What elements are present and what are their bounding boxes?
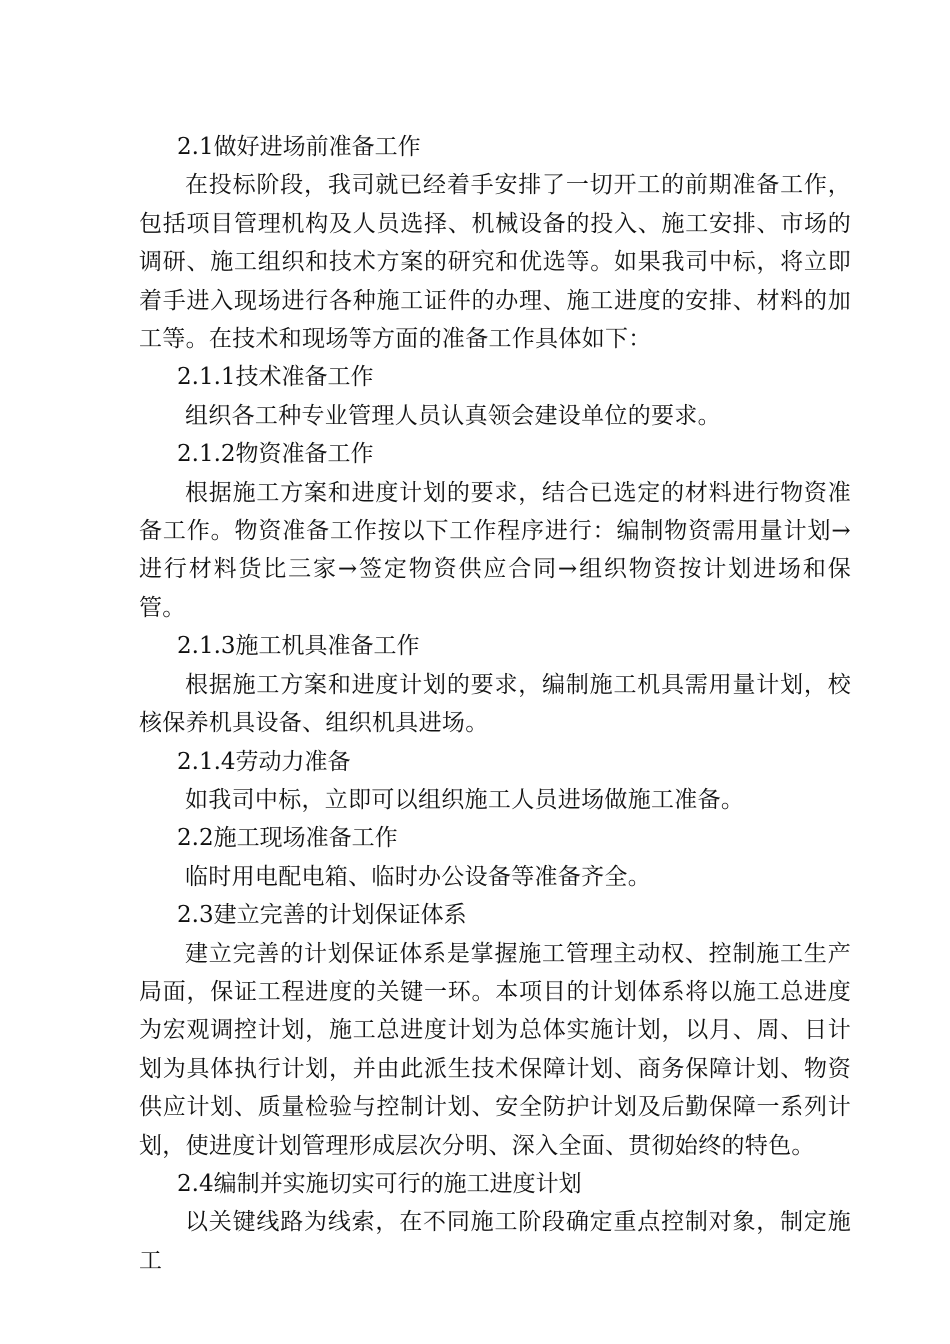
- paragraph-material-preparation: 根据施工方案和进度计划的要求，结合已选定的材料进行物资准备工作。物资准备工作按以下工作程序进行：编制物资需用量计划→进行材料货比三家→签定物资供应合同→组织物资按计划进场和保管。: [139, 479, 851, 621]
- section-heading-2-1-3: 2.1.3施工机具准备工作: [177, 633, 420, 660]
- paragraph-bidding-preparation: 在投标阶段，我司就已经着手安排了一切开工的前期准备工作，包括项目管理机构及人员选择、机械设备的投入、施工安排、市场的调研、施工组织和技术方案的研究和优选等。如果我司中标，将立即着手进入现场进行各种施工证件的办理、施工进度的安排、材料的加工等。在技术和现场等方面的准备工作具体如下：: [139, 172, 851, 353]
- section-heading-2-1: 2.1做好进场前准备工作: [177, 134, 421, 160]
- paragraph-labor-preparation: 如我司中标，立即可以组织施工人员进场做施工准备。: [185, 786, 745, 813]
- paragraph-schedule-plan: 以关键线路为线索，在不同施工阶段确定重点控制对象，制定施工: [139, 1209, 851, 1274]
- section-heading-2-4: 2.4编制并实施切实可行的施工进度计划: [177, 1170, 582, 1197]
- section-heading-2-1-4: 2.1.4劳动力准备: [177, 748, 351, 775]
- section-heading-2-1-1: 2.1.1技术准备工作: [177, 364, 374, 391]
- paragraph-machinery-preparation: 根据施工方案和进度计划的要求，编制施工机具需用量计划，校核保养机具设备、组织机具进场。: [139, 671, 851, 737]
- section-heading-2-2: 2.2施工现场准备工作: [177, 825, 398, 852]
- paragraph-plan-guarantee-system: 建立完善的计划保证体系是掌握施工管理主动权、控制施工生产局面，保证工程进度的关键一环。本项目的计划体系将以施工总进度为宏观调控计划，施工总进度计划为总体实施计划，以月、周、日计划为具体执行计划，并由此派生技术保障计划、商务保障计划、物资供应计划、质量检验与控制计划、安全防护计划及后勤保障一系列计划，使进度计划管理形成层次分明、深入全面、贯彻始终的特色。: [139, 940, 851, 1159]
- paragraph-site-preparation: 临时用电配电箱、临时办公设备等准备齐全。: [185, 863, 651, 890]
- section-heading-2-1-2: 2.1.2物资准备工作: [177, 441, 374, 468]
- paragraph-technical-preparation: 组织各工种专业管理人员认真领会建设单位的要求。: [185, 402, 721, 429]
- document-body: [139, 128, 851, 1280]
- section-heading-2-3: 2.3建立完善的计划保证体系: [177, 902, 467, 929]
